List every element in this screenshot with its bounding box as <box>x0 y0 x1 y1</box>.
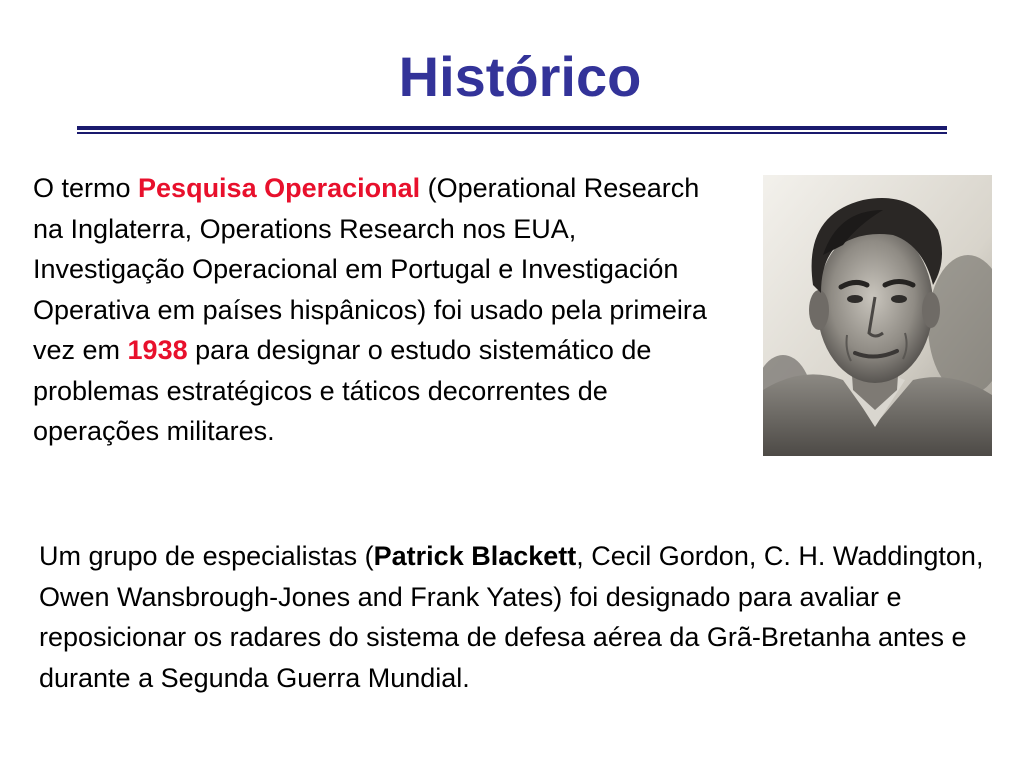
portrait-photo <box>763 175 992 456</box>
team-text-1: Um grupo de especialistas ( <box>39 541 374 571</box>
intro-text-3: para designar o estudo sistemático de problemas estratégicos e táticos decorrentes de operações militares. <box>33 335 652 446</box>
title-divider-thin <box>77 132 947 134</box>
title-divider <box>77 126 947 134</box>
name-highlight: Patrick Blackett <box>373 541 577 571</box>
intro-paragraph <box>33 168 728 452</box>
intro-text-1: O termo <box>33 173 139 203</box>
team-text-2: , Cecil Gordon, C. H. Waddington, Owen Wansbrough-Jones and Frank Yates) foi designado para avaliar e reposicionar os radares do sistema de defesa aérea da Grã-Bretanha antes e durante a Segunda Guerra Mundial. <box>39 541 984 693</box>
person-photo-icon <box>763 175 992 456</box>
team-paragraph <box>39 536 1014 698</box>
title-divider-thick <box>77 126 947 130</box>
slide-title: Histórico <box>398 45 642 108</box>
year-highlight: 1938 <box>127 335 188 365</box>
intro-text-2: (Operational Research na Inglaterra, Operations Research nos EUA, Investigação Operacional em Portugal e Investigación Operativa em países hispânicos) foi usado pela primeira vez em <box>33 173 707 365</box>
term-highlight: Pesquisa Operacional <box>138 173 421 203</box>
